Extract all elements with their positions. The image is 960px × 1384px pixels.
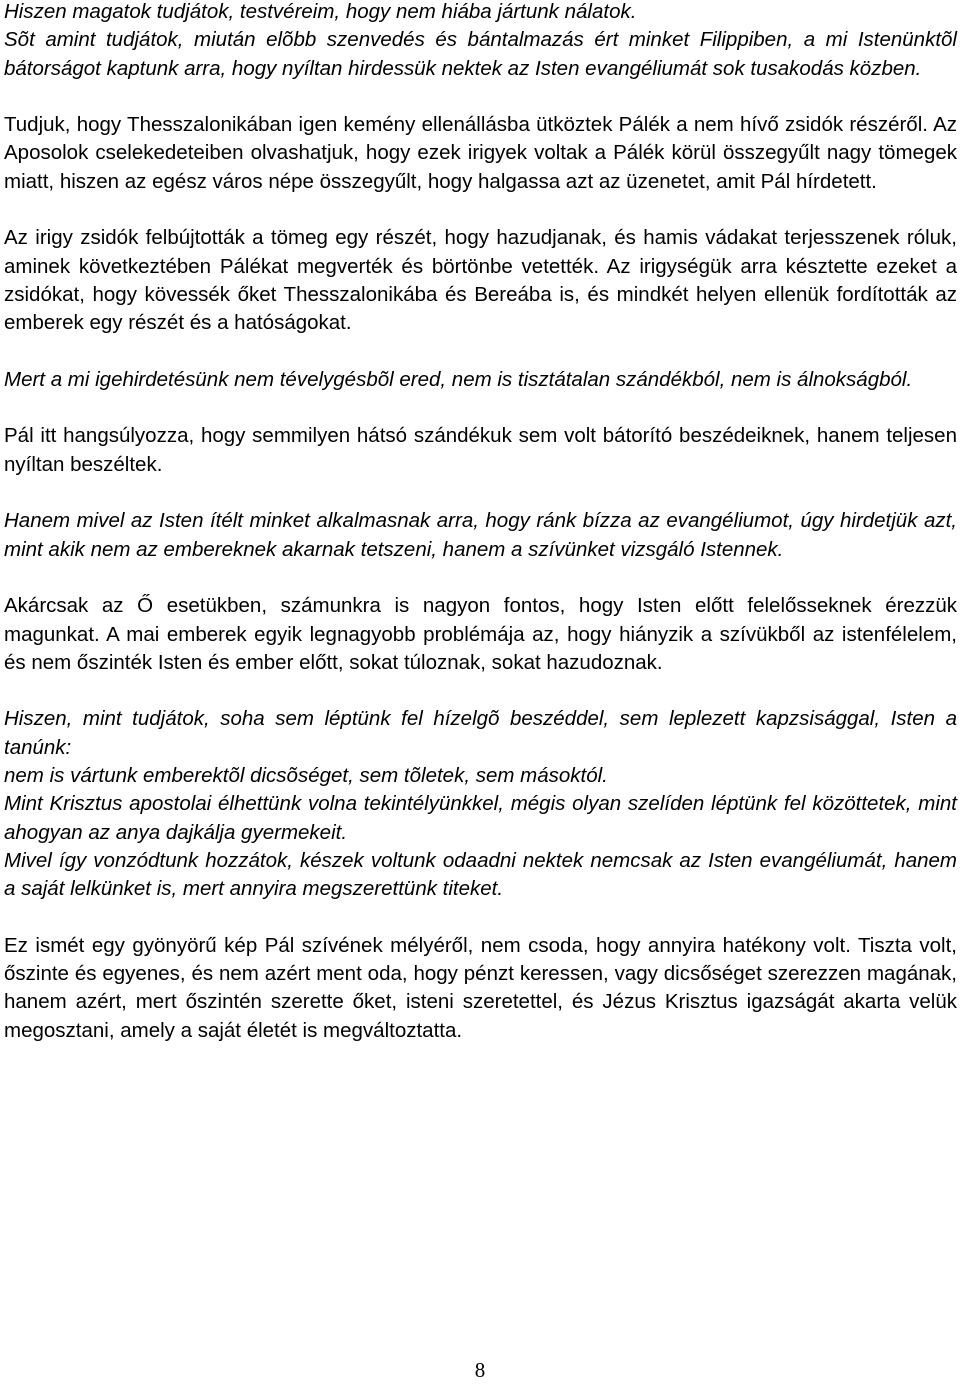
paragraph-7: Akárcsak az Ő esetükben, számunkra is nagyon fontos, hogy Isten előtt felelősseknek érezzük magunkat. A mai emberek egyik legnagyobb problémája az, hogy hiányzik a szívükből az istenfélelem, és nem őszinték Isten és ember előtt, sokat túloznak, sokat hazudoznak.	[4, 594, 957, 674]
scripture-line: Sõt amint tudjátok, miután elõbb szenvedés és bántalmazás ért minket Filippiben, a mi Istenünktõl bátorságot kaptunk arra, hogy nyíltan hirdessük nektek az Isten evangéliumát sok tusakodás közben.	[4, 28, 957, 80]
document-body	[4, 0, 957, 1073]
paragraph-5: Pál itt hangsúlyozza, hogy semmilyen hátsó szándékuk sem volt bátorító beszédeiknek, hanem teljesen nyíltan beszéltek.	[4, 424, 957, 476]
page-number: 8	[474, 1358, 486, 1382]
scripture-line: Mivel így vonzódtunk hozzátok, készek voltunk odaadni nektek nemcsak az Isten evangéliumát, hanem a saját lelkünket is, mert annyira megszerettünk titeket.	[4, 848, 957, 901]
scripture-line: Hiszen magatok tudjátok, testvéreim, hogy nem hiába jártunk nálatok.	[4, 0, 637, 23]
paragraph-9: Ez ismét egy gyönyörű kép Pál szívének mélyéről, nem csoda, hogy annyira hatékony volt. Tiszta volt, őszinte és egyenes, és nem azért ment oda, hogy pénzt keressen, vagy dicsőséget szerezzen magának, hanem azért, mert őszintén szerette őket, isteni szeretettel, és Jézus Krisztus igazságát akarta velük megosztani, amely a saját életét is megváltoztatta.	[4, 933, 957, 1042]
paragraph-2: Tudjuk, hogy Thesszalonikában igen kemény ellenállásba ütköztek Pálék a nem hívő zsidók részéről. Az Aposolok cselekedeteiben olvashatjuk, hogy ezek irigyek voltak a Pálék körül összegyűlt nagy tömegek miatt, hiszen az egész város népe összegyűlt, hogy halgassa azt az üzenetet, amit Pál hírdetett.	[4, 113, 957, 193]
scripture-paragraph-8	[4, 705, 957, 903]
paragraph-3: Az irigy zsidók felbújtották a tömeg egy részét, hogy hazudjanak, és hamis vádakat terjesszenek róluk, aminek következtében Pálékat megverték és börtönbe vetették. Az irigységük arra késztette ezeket a zsidókat, hogy kövessék őket Thesszalonikába és Bereába is, és mindkét helyen ellenük fordították az emberek egy részét és a hatóságokat.	[4, 226, 957, 335]
scripture-line: nem is vártunk emberektõl dicsõséget, sem tõletek, sem másoktól.	[4, 764, 608, 788]
scripture-paragraph-4: Mert a mi igehirdetésünk nem tévelygésbõl ered, nem is tisztátalan szándékból, nem is álnokságból.	[4, 367, 913, 391]
paragraph-1	[4, 0, 957, 83]
scripture-paragraph-6: Hanem mivel az Isten ítélt minket alkalmasnak arra, hogy ránk bízza az evangéliumot, úgy hirdetjük azt, mint akik nem az embereknek akarnak tetszeni, hanem a szívünket vizsgáló Istennek.	[4, 509, 957, 561]
scripture-line: Hiszen, mint tudjátok, soha sem léptünk fel hízelgõ beszéddel, sem leplezett kapzsisággal, Isten a tanúnk:	[4, 707, 957, 759]
scripture-line: Mint Krisztus apostolai élhettünk volna tekintélyünkkel, mégis olyan szelíden léptünk fel közöttetek, mint ahogyan az anya dajkálja gyermekeit.	[4, 792, 957, 844]
